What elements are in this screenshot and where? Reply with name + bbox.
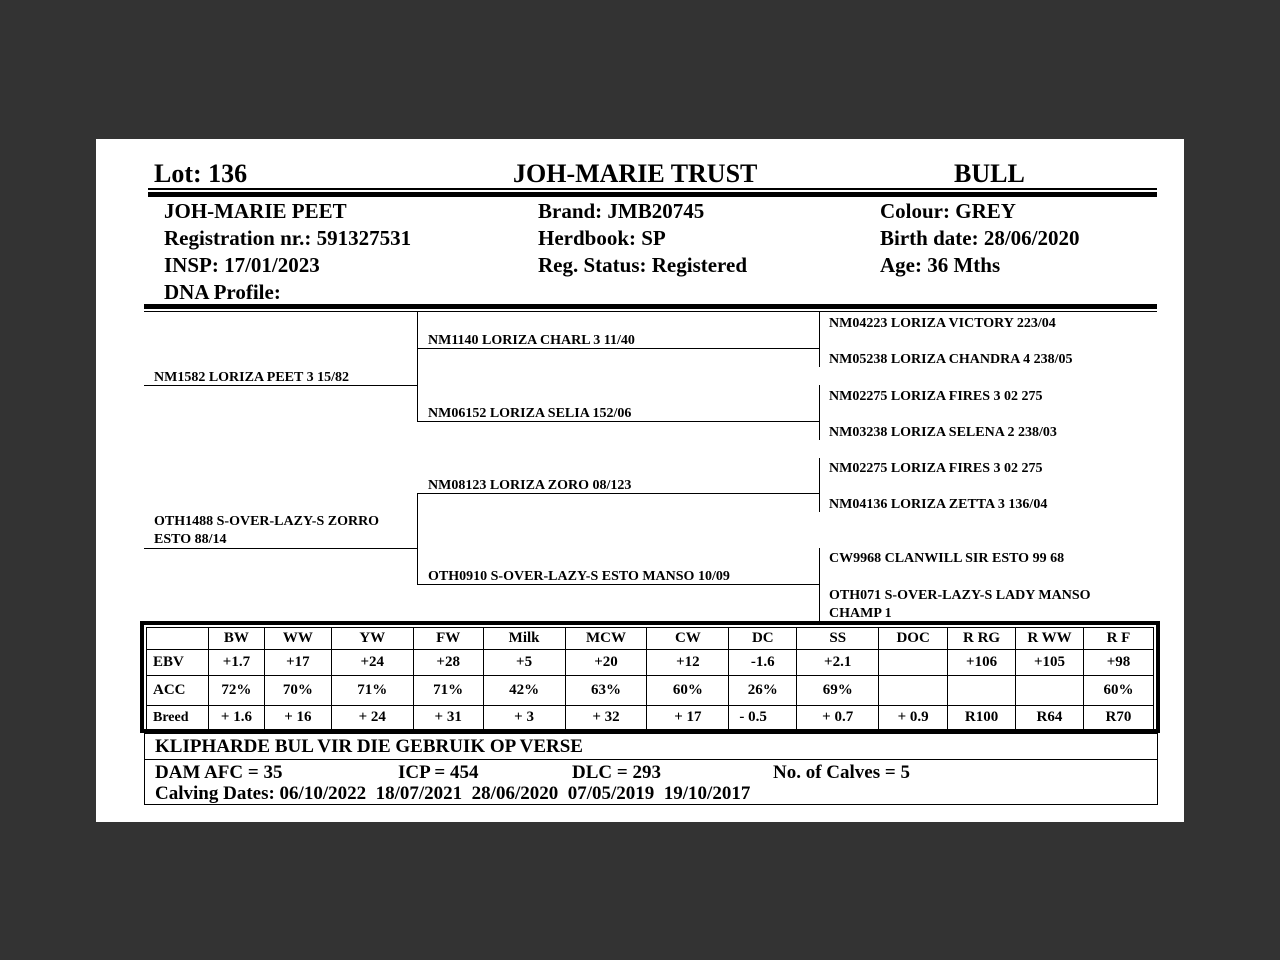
info-rule-thin [144, 311, 1157, 312]
catalogue-page [96, 139, 1184, 822]
herdbook: Herdbook: SP [538, 226, 666, 250]
sire-dam-line [417, 421, 820, 422]
ebv-cell: +28 [413, 650, 483, 676]
breed-cell: + 16 [264, 706, 331, 730]
dam-stats [144, 759, 1158, 805]
acc-cell [1016, 676, 1084, 706]
ebv-header-cell [147, 628, 209, 650]
reg-status: Reg. Status: Registered [538, 253, 747, 277]
birth-date: Birth date: 28/06/2020 [880, 226, 1080, 250]
seller-name: JOH-MARIE TRUST [513, 159, 758, 188]
breed-cell: + 0.9 [879, 706, 948, 730]
breed-cell: R70 [1083, 706, 1153, 730]
dam-afc: DAM AFC = 35 [155, 762, 283, 783]
pedigree-dam-dam: OTH0910 S-OVER-LAZY-S ESTO MANSO 10/09 [428, 569, 730, 584]
acc-cell: 63% [565, 676, 647, 706]
breed-cell: + 0.7 [797, 706, 879, 730]
remarks: KLIPHARDE BUL VIR DIE GEBRUIK OP VERSE [144, 733, 1158, 760]
ebv-header-cell: CW [647, 628, 729, 650]
brand: Brand: JMB20745 [538, 199, 705, 223]
pedigree-sire: NM1582 LORIZA PEET 3 15/82 [154, 370, 349, 385]
acc-cell [879, 676, 948, 706]
ebv-cell: +106 [948, 650, 1016, 676]
animal-info-left [164, 198, 411, 306]
pedigree-sire-sire: NM1140 LORIZA CHARL 3 11/40 [428, 333, 635, 348]
ebv-header-cell: DOC [879, 628, 948, 650]
lot-number: Lot: 136 [154, 159, 248, 188]
breed-cell: + 32 [565, 706, 647, 730]
sd-bracket [819, 385, 820, 440]
ebv-header-cell: SS [797, 628, 879, 650]
sire-line [144, 385, 417, 386]
pedigree-sire-dam: NM06152 LORIZA SELIA 152/06 [428, 406, 632, 421]
dam-dlc: DLC = 293 [572, 762, 661, 783]
pedigree-sss: NM04223 LORIZA VICTORY 223/04 [829, 316, 1056, 331]
dd-bracket [819, 548, 820, 624]
animal-name: JOH-MARIE PEET [164, 199, 347, 223]
dam-dam-line [417, 584, 820, 585]
ebv-header-cell: MCW [565, 628, 647, 650]
dam-line [144, 548, 417, 549]
ebv-cell: +5 [483, 650, 565, 676]
ebv-header-cell: Milk [483, 628, 565, 650]
acc-cell: 60% [647, 676, 729, 706]
header-rule-thick [148, 192, 1157, 197]
acc-cell: 70% [264, 676, 331, 706]
acc-cell: 71% [331, 676, 413, 706]
ebv-cell: +20 [565, 650, 647, 676]
header-rule-thin [148, 188, 1157, 190]
ebv-cell: -1.6 [729, 650, 797, 676]
pedigree-ddd-line1: OTH071 S-OVER-LAZY-S LADY MANSO [829, 588, 1091, 603]
animal-info-middle [538, 198, 747, 279]
breed-cell: + 1.6 [208, 706, 264, 730]
pedigree-dam-line2: ESTO 88/14 [154, 532, 227, 547]
breed-row-label: Breed [147, 706, 209, 730]
ebv-cell: +98 [1083, 650, 1153, 676]
animal-sex: BULL [954, 159, 1025, 188]
breed-cell: + 3 [483, 706, 565, 730]
animal-info-right [880, 198, 1080, 279]
ds-bracket [819, 458, 820, 512]
ebv-cell: +2.1 [797, 650, 879, 676]
ebv-header-cell: R WW [1016, 628, 1084, 650]
ebv-cell: +24 [331, 650, 413, 676]
acc-cell: 42% [483, 676, 565, 706]
ebv-header-cell: WW [264, 628, 331, 650]
ebv-cell: +1.7 [208, 650, 264, 676]
acc-cell: 71% [413, 676, 483, 706]
pedigree-ddd-line2: CHAMP 1 [829, 606, 892, 621]
sire-bracket [417, 311, 418, 422]
sss-bracket [819, 311, 820, 367]
ebv-cell: +105 [1016, 650, 1084, 676]
ebv-cell: +12 [647, 650, 729, 676]
sire-sire-line [417, 348, 820, 349]
acc-row-label: ACC [147, 676, 209, 706]
ebv-header-cell: YW [331, 628, 413, 650]
acc-row [147, 676, 1154, 706]
ebv-header-cell: BW [208, 628, 264, 650]
ebv-header-cell: R RG [948, 628, 1016, 650]
pedigree-dsd: NM04136 LORIZA ZETTA 3 136/04 [829, 497, 1048, 512]
breed-cell: - 0.5 [729, 706, 797, 730]
acc-cell: 60% [1083, 676, 1153, 706]
ebv-cell: +17 [264, 650, 331, 676]
breed-cell: + 24 [331, 706, 413, 730]
registration-number: Registration nr.: 591327531 [164, 226, 412, 250]
breed-cell: + 31 [413, 706, 483, 730]
inspection-date: INSP: 17/01/2023 [164, 253, 320, 277]
dna-profile: DNA Profile: [164, 280, 281, 304]
colour: Colour: GREY [880, 199, 1016, 223]
dam-calves: No. of Calves = 5 [773, 762, 910, 783]
dam-bracket [417, 494, 418, 585]
breed-cell: + 17 [647, 706, 729, 730]
ebv-header-cell: R F [1083, 628, 1153, 650]
pedigree-dam-sire: NM08123 LORIZA ZORO 08/123 [428, 478, 632, 493]
ebv-header-row [147, 628, 1154, 650]
dam-icp: ICP = 454 [398, 762, 479, 783]
info-rule-thick [144, 304, 1157, 309]
age: Age: 36 Mths [880, 253, 1001, 277]
pedigree-sdd: NM03238 LORIZA SELENA 2 238/03 [829, 425, 1057, 440]
breed-row [147, 706, 1154, 730]
pedigree-sds: NM02275 LORIZA FIRES 3 02 275 [829, 389, 1043, 404]
ebv-table [146, 627, 1154, 730]
acc-cell [948, 676, 1016, 706]
ebv-cell [879, 650, 948, 676]
pedigree-dam-line1: OTH1488 S-OVER-LAZY-S ZORRO [154, 514, 380, 529]
ebv-row [147, 650, 1154, 676]
ebv-row-label: EBV [147, 650, 209, 676]
breed-cell: R100 [948, 706, 1016, 730]
calving-dates: Calving Dates: 06/10/2022 18/07/2021 28/06/2020 07/05/2019 19/10/2017 [155, 783, 751, 804]
breed-cell: R64 [1016, 706, 1084, 730]
pedigree-dss: NM02275 LORIZA FIRES 3 02 275 [829, 461, 1043, 476]
ebv-header-cell: FW [413, 628, 483, 650]
pedigree-ssd: NM05238 LORIZA CHANDRA 4 238/05 [829, 352, 1073, 367]
pedigree-dds: CW9968 CLANWILL SIR ESTO 99 68 [829, 551, 1065, 566]
acc-cell: 69% [797, 676, 879, 706]
acc-cell: 72% [208, 676, 264, 706]
dam-sire-line [417, 493, 820, 494]
acc-cell: 26% [729, 676, 797, 706]
ebv-header-cell: DC [729, 628, 797, 650]
